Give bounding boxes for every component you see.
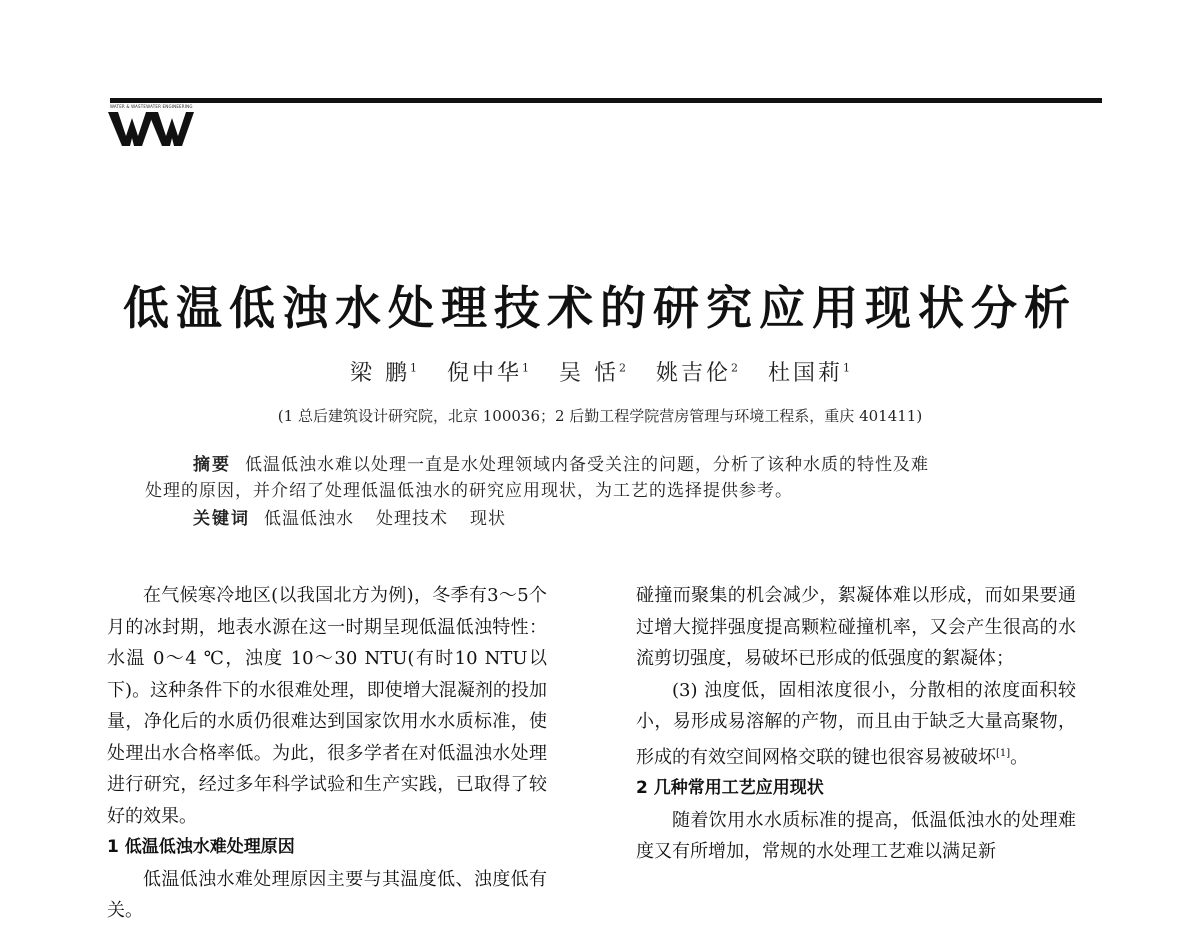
affiliation: (1 总后建筑设计研究院，北京 100036；2 后勤工程学院营房管理与环境工程系，重庆 401411) <box>277 407 923 425</box>
paper-title: 低温低浊水处理技术的研究应用现状分析 <box>123 281 1077 335</box>
abstract-line-1: 摘要 低温低浊水难以处理一直是水处理领域内备受关注的问题，分析了该种水质的特性及难 <box>193 455 929 475</box>
body-paragraph: 碰撞而聚集的机会减少，絮凝体难以形成，而如果要通过增大搅拌强度提高颗粒碰撞机率，又会产生很高的水流剪切强度，易破坏已形成的低强度的絮凝体； <box>636 585 1076 669</box>
right-column <box>636 580 1076 868</box>
citation-ref: [1] <box>996 747 1011 759</box>
keyword: 低温低浊水 <box>264 509 354 529</box>
header-rule <box>110 98 1102 103</box>
keyword: 现状 <box>470 509 506 529</box>
body-paragraph: 低温低浊水难处理原因主要与其温度低、浊度低有关。 <box>107 868 547 921</box>
author: 杜国莉$^1$ <box>768 361 851 386</box>
section-heading-2: 2 几种常用工艺应用现状 <box>636 778 824 798</box>
author: 吴 恬$^2$ <box>558 361 626 386</box>
author: 倪中华$^1$ <box>446 361 529 386</box>
section-heading-1: 1 低温低浊水难处理原因 <box>107 837 295 857</box>
keyword: 处理技术 <box>376 509 448 529</box>
author: 姚吉伦$^2$ <box>655 361 738 386</box>
abstract-label: 摘要 <box>193 455 231 475</box>
body-paragraph: (3) 浊度低，固相浓度很小，分散相的浓度面积较小，易形成易溶解的产物，而且由于缺乏大量高聚物，形成的有效空间网格交联的键也很容易被破坏[1]。 <box>636 679 1076 768</box>
left-column <box>107 580 547 927</box>
keywords-line <box>145 506 1050 532</box>
author-list <box>0 356 1200 387</box>
journal-logo <box>108 108 194 148</box>
journal-name-tiny: WATER & WASTEWATER ENGINEERING <box>110 104 193 109</box>
body-paragraph: 随着饮用水水质标准的提高，低温低浊水的处理难度又有所增加，常规的水处理工艺难以满足新 <box>636 809 1076 862</box>
abstract-line-2: 处理的原因，并介绍了处理低温低浊水的研究应用现状，为工艺的选择提供参考。 <box>145 481 793 501</box>
author: 梁 鹏$^1$ <box>349 361 417 386</box>
keywords-label: 关键词 <box>193 509 250 529</box>
abstract-block <box>145 452 1050 532</box>
body-paragraph: 在气候寒冷地区(以我国北方为例)，冬季有3～5个月的冰封期，地表水源在这一时期呈现低温低浊特性：水温 0～4 ℃，浊度 10～30 NTU(有时10 NTU以下)。这种条件下的水很难处理，即使增大混凝剂的投加量，净化后的水质仍很难达到国家饮用水水质标准，使处理出水合格率低。为此，很多学者在对低温浊水处理进行研究，经过多年科学试验和生产实践，已取得了较好的效果。 <box>107 585 547 827</box>
